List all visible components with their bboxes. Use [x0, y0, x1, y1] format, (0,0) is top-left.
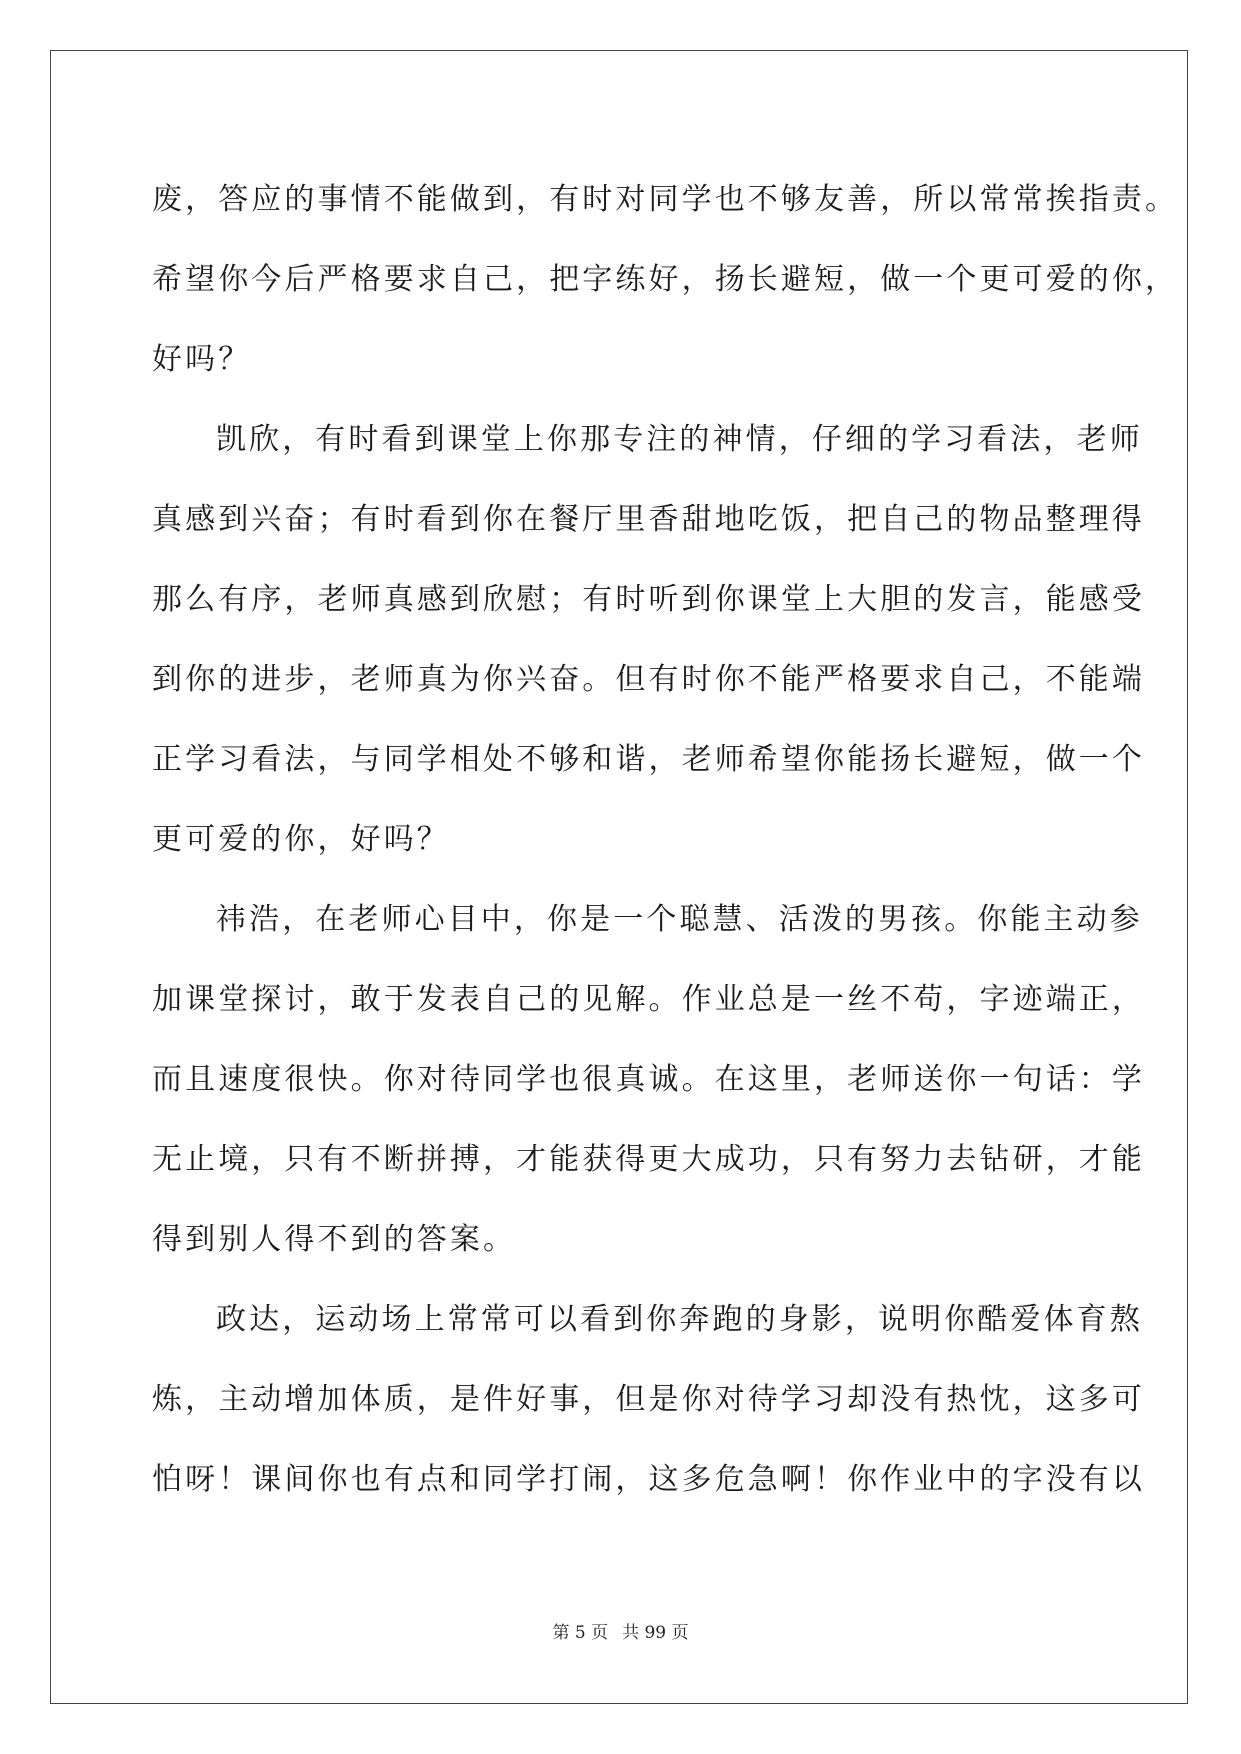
text-line: 到你的进步，老师真为你兴奋。但有时你不能严格要求自己，不能端 — [152, 662, 1145, 697]
text-line: 废，答应的事情不能做到，有时对同学也不够友善，所以常常挨指责。 — [152, 182, 1179, 217]
text-line: 炼，主动增加体质，是件好事，但是你对待学习却没有热忱，这多可 — [152, 1382, 1145, 1417]
text-line: 那么有序，老师真感到欣慰；有时听到你课堂上大胆的发言，能感受 — [152, 582, 1145, 617]
text-line: 真感到兴奋；有时看到你在餐厅里香甜地吃饭，把自己的物品整理得 — [152, 502, 1145, 537]
text-line: 无止境，只有不断拼搏，才能获得更大成功，只有努力去钻研，才能 — [152, 1142, 1145, 1177]
text-line: 得到别人得不到的答案。 — [152, 1222, 517, 1257]
text-line: 加课堂探讨，敢于发表自己的见解。作业总是一丝不苟，字迹端正， — [152, 982, 1145, 1017]
text-line: 怕呀！课间你也有点和同学打闹，这多危急啊！你作业中的字没有以 — [152, 1462, 1145, 1497]
paragraph-start-line: 政达，运动场上常常可以看到你奔跑的身影，说明你酷爱体育熬 — [216, 1302, 1143, 1337]
text-line: 希望你今后严格要求自己，把字练好，扬长避短，做一个更可爱的你， — [152, 262, 1179, 297]
page-total: 共 99 页 — [622, 1623, 689, 1643]
page-footer — [0, 1618, 1241, 1643]
page-number: 第 5 页 — [552, 1623, 609, 1643]
text-line: 正学习看法，与同学相处不够和谐，老师希望你能扬长避短，做一个 — [152, 742, 1145, 777]
text-line: 好吗？ — [152, 342, 252, 377]
paragraph-start-line: 凯欣，有时看到课堂上你那专注的神情，仔细的学习看法，老师 — [216, 422, 1143, 457]
paragraph-start-line: 祎浩，在老师心目中，你是一个聪慧、活泼的男孩。你能主动参 — [216, 902, 1143, 937]
text-line: 更可爱的你，好吗？ — [152, 822, 450, 857]
text-line: 而且速度很快。你对待同学也很真诚。在这里，老师送你一句话：学 — [152, 1062, 1145, 1097]
document-body — [152, 160, 1179, 1520]
